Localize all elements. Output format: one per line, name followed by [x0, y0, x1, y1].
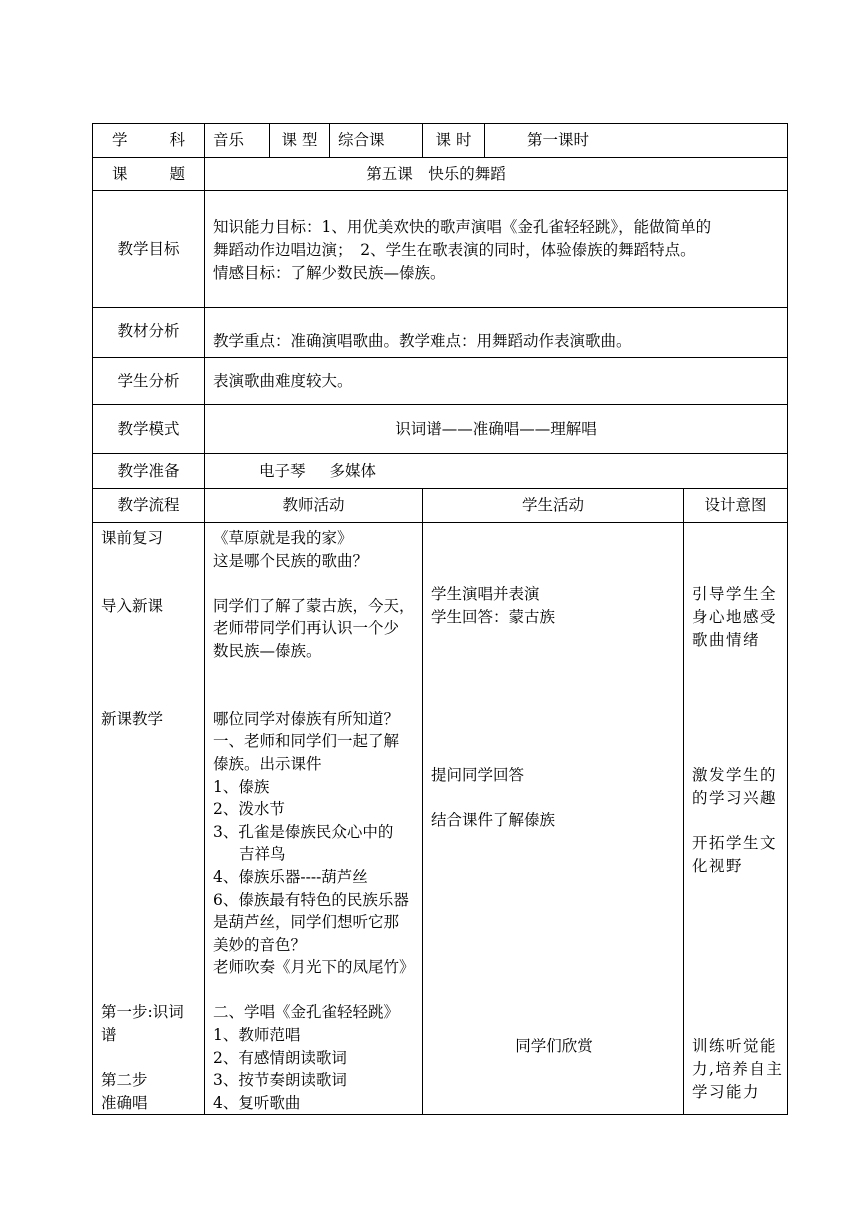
process-line [101, 685, 200, 708]
process-line: 准确唱 [101, 1093, 148, 1112]
objectives-line: 知识能力目标：1、用优美欢快的歌声演唱《金孔雀轻轻跳》，能做简单的 [213, 217, 712, 236]
process-line [101, 1047, 200, 1070]
student-line [431, 719, 677, 742]
prep-value [205, 454, 788, 489]
teacher-line: 2、泼水节 [213, 800, 285, 819]
teacher-line: 2、有感情朗读歌词 [213, 1048, 347, 1067]
material-value: 教学重点：准确演唱歌曲。教学难点：用舞蹈动作表演歌曲。 [205, 308, 788, 358]
topic-label: 课 题 [93, 158, 205, 191]
teacher-line: 6、傣族最有特色的民族乐器 [213, 890, 409, 909]
teacher-line: 3、孔雀是傣族民众心中的 [213, 822, 394, 841]
intent-line [692, 742, 781, 765]
teacher-line: 《草原就是我的家》 [213, 529, 353, 547]
intent-line [692, 719, 781, 742]
intent-line: 身心地感受 [692, 608, 778, 627]
process-line: 新课教学 [101, 709, 164, 728]
process-line [101, 617, 200, 640]
intent-line: 训练听觉能 [692, 1037, 778, 1056]
intent-line [692, 1013, 781, 1036]
intent-line: 化视野 [692, 856, 744, 875]
process-line [101, 640, 200, 663]
student-line [431, 855, 677, 878]
intent-line: 歌曲情绪 [692, 630, 761, 649]
teacher-line: 数民族—傣族。 [213, 641, 322, 660]
student-line [431, 900, 677, 923]
process-line [101, 798, 200, 821]
process-line [101, 843, 200, 866]
type-label: 课 型 [270, 124, 330, 158]
intent-line [692, 696, 781, 719]
intent-line [692, 809, 781, 832]
teacher-line [213, 685, 416, 708]
teacher-line: 一、老师和同学们一起了解 [213, 732, 400, 751]
student-line: 学生演唱并表演 [431, 585, 540, 604]
intent-line [692, 945, 781, 968]
intent-line [692, 561, 781, 584]
mode-row [93, 405, 788, 454]
type-value: 综合课 [330, 124, 423, 158]
teacher-line: 哪位同学对傣族有所知道？ [213, 709, 400, 728]
topic-row [93, 158, 788, 191]
teacher-line: 同学们了解了蒙古族，今天， [213, 596, 415, 615]
process-line [101, 663, 200, 686]
prep-item: 多媒体 [329, 461, 377, 480]
student-line [431, 922, 677, 945]
teacher-line: 老师吹奏《月光下的凤尾竹》 [213, 958, 415, 977]
intent-line: 的学习兴趣 [692, 788, 778, 807]
mode-label: 教学模式 [93, 405, 205, 454]
prep-item: 电子琴 [259, 461, 306, 480]
teacher-line: 1、傣族 [213, 777, 270, 796]
teacher-line: 4、傣族乐器----葫芦丝 [213, 867, 368, 886]
period-label: 课 时 [423, 124, 485, 158]
student-line: 结合课件了解傣族 [431, 811, 556, 830]
process-line: 第一步:识词 [101, 1003, 184, 1022]
process-line [101, 911, 200, 934]
intent-line: 引导学生全 [692, 585, 778, 604]
student-line [431, 990, 677, 1013]
flow-header-teacher: 教师活动 [205, 489, 423, 523]
flow-teacher-cell [205, 523, 423, 1115]
teacher-line: 这是哪个民族的歌曲？ [213, 551, 369, 570]
teacher-line: 4、复听歌曲 [213, 1093, 301, 1112]
intent-line [692, 651, 781, 674]
objectives-text [205, 191, 788, 308]
flow-header-student: 学生活动 [423, 489, 684, 523]
prep-label: 教学准备 [93, 454, 205, 489]
student-line [431, 877, 677, 900]
objectives-row [93, 191, 788, 308]
flow-header-process: 教学流程 [93, 489, 205, 523]
teacher-line: 3、按节奏朗读歌词 [213, 1071, 347, 1090]
flow-student-cell [423, 523, 684, 1115]
intent-line [692, 877, 781, 900]
student-line [431, 968, 677, 991]
teacher-line: 1、教师范唱 [213, 1026, 301, 1045]
process-line [101, 550, 200, 573]
intent-line [692, 968, 781, 991]
intent-line: 激发学生的 [692, 766, 778, 785]
intent-line [692, 674, 781, 697]
teacher-line: 傣族。出示课件 [213, 754, 322, 773]
intent-line [692, 922, 781, 945]
student-line [431, 651, 677, 674]
process-line: 课前复习 [101, 529, 164, 547]
teacher-line [213, 979, 416, 1002]
flow-header-intent: 设计意图 [684, 489, 788, 523]
teacher-line: 吉祥鸟 [239, 845, 286, 864]
objectives-line: 舞蹈动作边唱边演； 2、学生在歌表演的同时，体验傣族的舞蹈特点。 [213, 240, 696, 259]
student-line [431, 945, 677, 968]
student-line [431, 1013, 677, 1036]
teacher-line: 美妙的音色？ [213, 935, 307, 954]
teacher-line: 是葫芦丝，同学们想听它那 [213, 913, 400, 932]
process-line [101, 934, 200, 957]
subject-label: 学 科 [93, 124, 205, 158]
students-row [93, 358, 788, 405]
process-line [101, 776, 200, 799]
intent-line: 力,培养自主 [692, 1059, 784, 1078]
student-line [431, 787, 677, 810]
process-line [101, 730, 200, 753]
intent-line [692, 900, 781, 923]
material-row [93, 308, 788, 358]
student-line [431, 674, 677, 697]
objectives-label: 教学目标 [93, 191, 205, 308]
flow-header-row [93, 489, 788, 523]
mode-value: 识词谱——准确唱——理解唱 [205, 405, 788, 454]
process-line [101, 753, 200, 776]
period-value: 第一课时 [485, 124, 788, 158]
subject-value: 音乐 [205, 124, 270, 158]
teacher-line [213, 572, 416, 595]
flow-body-row [93, 523, 788, 1115]
intent-line [692, 538, 781, 561]
student-line: 提问同学回答 [431, 766, 525, 785]
student-line [431, 629, 677, 652]
process-line [101, 979, 200, 1002]
process-line: 第二步 [101, 1071, 148, 1090]
teacher-line: 老师带同学们再认识一个少 [213, 619, 400, 638]
teacher-line: 二、学唱《金孔雀轻轻跳》 [213, 1003, 400, 1022]
objectives-line: 情感目标：了解少数民族—傣族。 [213, 263, 446, 282]
flow-process-cell [93, 523, 205, 1115]
student-line [431, 696, 677, 719]
header-row [93, 124, 788, 158]
lesson-plan-table [92, 123, 788, 1115]
teacher-line [213, 663, 416, 686]
students-label: 学生分析 [93, 358, 205, 405]
student-line: 学生回答：蒙古族 [431, 608, 556, 627]
material-label: 教材分析 [93, 308, 205, 358]
process-line [101, 889, 200, 912]
student-line [431, 832, 677, 855]
intent-line: 开拓学生文 [692, 834, 778, 853]
process-line: 谱 [101, 1026, 117, 1045]
flow-intent-cell [684, 523, 788, 1115]
students-value: 表演歌曲难度较大。 [205, 358, 788, 405]
student-line: 同学们欣赏 [515, 1037, 593, 1056]
process-line [101, 821, 200, 844]
process-line [101, 572, 200, 595]
process-line [101, 866, 200, 889]
intent-line: 学习能力 [692, 1082, 761, 1101]
process-line [101, 956, 200, 979]
intent-line [692, 990, 781, 1013]
topic-value: 第五课 快乐的舞蹈 [205, 158, 788, 191]
student-line [431, 742, 677, 765]
prep-row [93, 454, 788, 489]
process-line: 导入新课 [101, 596, 164, 615]
